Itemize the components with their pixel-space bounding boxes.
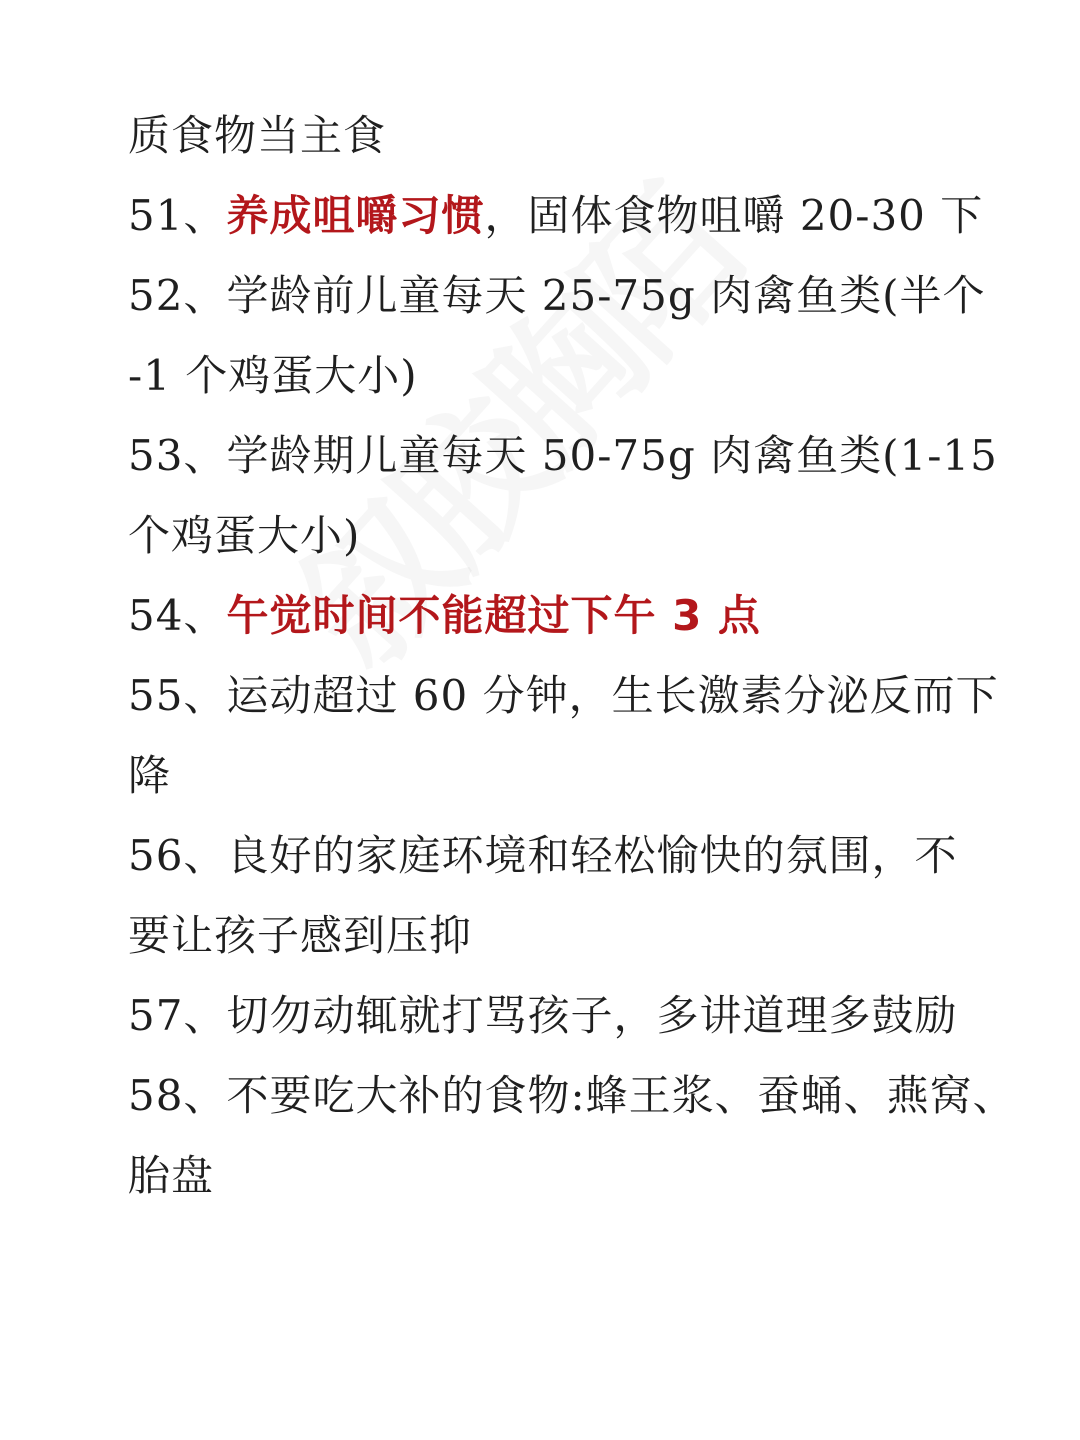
body-text: 51、 [128,191,227,240]
body-text: 降 [128,751,172,800]
text-line [128,496,996,576]
text-line [128,416,996,496]
text-line [128,1056,1016,1136]
body-text: ，固体食物咀嚼 20-30 下 [484,191,984,240]
body-text: 57、切勿动辄就打骂孩子，多讲道理多鼓励 [128,991,958,1040]
text-line [128,896,996,976]
body-text: 质食物当主食 [128,111,387,160]
text-line [128,1136,996,1216]
body-text: 56、良好的家庭环境和轻松愉快的氛围，不 [128,831,958,880]
text-line [128,656,999,736]
text-line [128,176,996,256]
body-text: -1 个鸡蛋大小) [128,351,418,400]
body-text: 58、不要吃大补的食物:蜂王浆、蚕蛹、燕窝、 [128,1071,1016,1120]
text-line [128,976,996,1056]
text-line [128,256,996,336]
highlighted-text: 养成咀嚼习惯 [226,191,485,240]
body-text: 52、学龄前儿童每天 25-75g 肉禽鱼类(半个 [128,271,986,320]
body-text: 要让孩子感到压抑 [128,911,473,960]
tips-text-block [128,96,1016,1216]
text-line [128,816,996,896]
body-text: 54、 [128,591,227,640]
body-text: 胎盘 [128,1151,215,1200]
text-line [128,576,996,656]
body-text: 个鸡蛋大小) [128,511,361,560]
text-line [128,736,996,816]
text-line [128,336,996,416]
text-line [128,96,996,176]
body-text: 53、学龄期儿童每天 50-75g 肉禽鱼类(1-15 [128,431,998,480]
highlighted-text: 午觉时间不能超过下午 3 点 [226,591,761,640]
body-text: 55、运动超过 60 分钟，生长激素分泌反而下 [128,671,999,720]
